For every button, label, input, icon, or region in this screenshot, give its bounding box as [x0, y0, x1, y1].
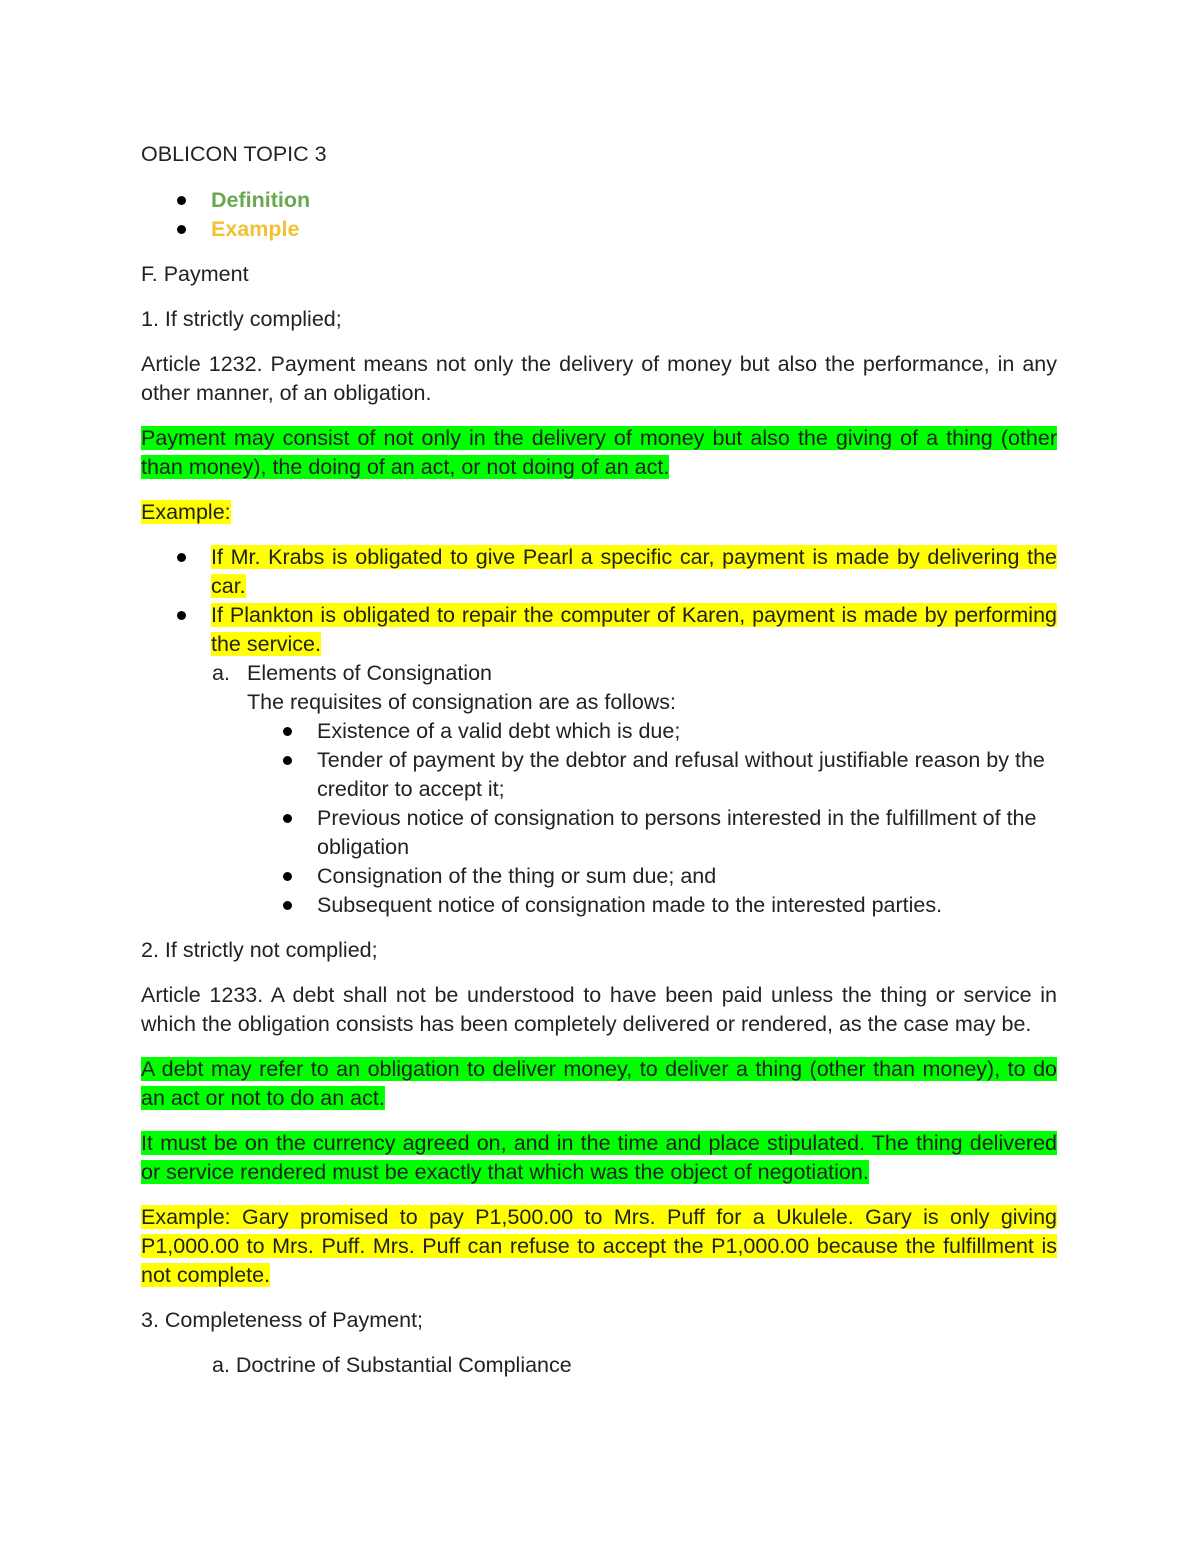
list-item	[141, 804, 1057, 862]
legend-example-label: Example	[211, 217, 300, 241]
example-label-highlight: Example:	[141, 500, 231, 524]
definition-highlight: It must be on the currency agreed on, and in the time and place stipulated. The thing delivered or service rendered must be exactly that which was the object of negotiation.	[141, 1131, 1057, 1184]
item2-definition-1	[141, 1055, 1057, 1113]
sub-item-elements-of-consignation	[141, 659, 1057, 717]
requisites-list	[141, 717, 1057, 920]
bullet-icon	[283, 872, 292, 881]
legend-example	[141, 215, 1057, 244]
legend-definition-label: Definition	[211, 188, 311, 212]
bullet-icon	[177, 611, 186, 620]
example-text: If Mr. Krabs is obligated to give Pearl a specific car, payment is made by delivering the car.	[211, 545, 1057, 598]
bullet-icon	[283, 814, 292, 823]
definition-highlight: A debt may refer to an obligation to deliver money, to deliver a thing (other than money), to do an act or not to do an act.	[141, 1057, 1057, 1110]
example-highlight: Example: Gary promised to pay P1,500.00 to Mrs. Puff for a Ukulele. Gary is only giving P1,000.00 to Mrs. Puff. Mrs. Puff can refuse to accept the P1,000.00 because the fulfillment is not complete.	[141, 1205, 1057, 1287]
requisite-text: Previous notice of consignation to persons interested in the fulfillment of the obligation	[317, 806, 1037, 859]
definition-highlight: Payment may consist of not only in the delivery of money but also the giving of a thing (other than money), the doing of an act, or not doing of an act.	[141, 426, 1057, 479]
item3-heading: 3. Completeness of Payment;	[141, 1308, 424, 1332]
bullet-icon	[177, 225, 186, 234]
requisite-text: Subsequent notice of consignation made to the interested parties.	[317, 893, 943, 917]
item2-heading: 2. If strictly not complied;	[141, 938, 378, 962]
requisite-text: Existence of a valid debt which is due;	[317, 719, 681, 743]
sub-item-marker: a.	[212, 661, 230, 685]
item1-heading: 1. If strictly complied;	[141, 307, 342, 331]
item2-example	[141, 1203, 1057, 1290]
item2-definition-2	[141, 1129, 1057, 1187]
document-title: OBLICON TOPIC 3	[141, 142, 327, 166]
bullet-icon	[283, 727, 292, 736]
document-page	[141, 140, 1057, 1380]
bullet-icon	[283, 756, 292, 765]
list-item	[141, 746, 1057, 804]
bullet-icon	[177, 196, 186, 205]
list-item	[141, 543, 1057, 601]
requisite-text: Tender of payment by the debtor and refusal without justifiable reason by the creditor to accept it;	[317, 748, 1045, 801]
example-text: If Plankton is obligated to repair the computer of Karen, payment is made by performing the service.	[211, 603, 1057, 656]
color-legend	[141, 186, 1057, 244]
list-item	[141, 717, 1057, 746]
section-heading-payment: F. Payment	[141, 262, 249, 286]
article-1232: Article 1232. Payment means not only the delivery of money but also the performance, in any other manner, of an obligation.	[141, 352, 1057, 405]
sub-item-title: Elements of Consignation	[247, 661, 493, 685]
sub-item-intro: The requisites of consignation are as follows:	[247, 690, 677, 714]
bullet-icon	[177, 553, 186, 562]
list-item	[141, 862, 1057, 891]
item1-definition	[141, 424, 1057, 482]
requisite-text: Consignation of the thing or sum due; and	[317, 864, 717, 888]
item1-example-label	[141, 498, 1057, 527]
bullet-icon	[283, 901, 292, 910]
item1-example-list	[141, 543, 1057, 659]
list-item	[141, 891, 1057, 920]
list-item	[141, 601, 1057, 659]
article-1233: Article 1233. A debt shall not be understood to have been paid unless the thing or service in which the obligation consists has been completely delivered or rendered, as the case may be.	[141, 983, 1057, 1036]
item3-sub-a: a. Doctrine of Substantial Compliance	[212, 1353, 572, 1377]
legend-definition	[141, 186, 1057, 215]
